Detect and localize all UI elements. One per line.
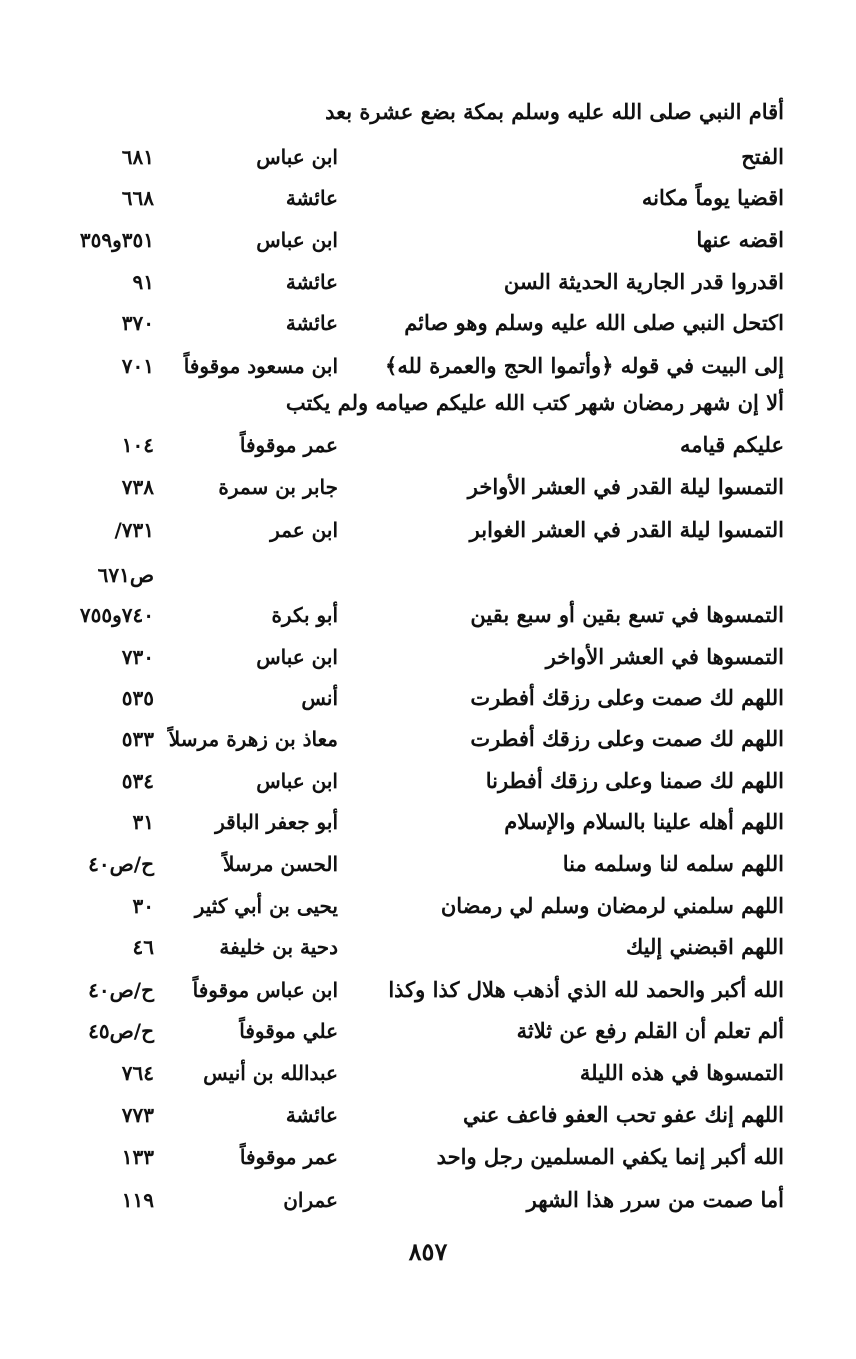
index-entry (0, 467, 856, 507)
entry-text: التمسوا ليلة القدر في العشر الغوابر (469, 517, 784, 542)
entry-text: أما صمت من سرر هذا الشهر (526, 1187, 784, 1212)
entry-narrator: جابر بن سمرة (218, 475, 338, 499)
entry-page-ref: ١٣٣ (121, 1145, 154, 1169)
entry-text: اقدروا قدر الجارية الحديثة السن (503, 269, 784, 294)
index-entry (0, 425, 856, 465)
entry-text: اقضه عنها (696, 227, 784, 252)
index-entry (0, 927, 856, 967)
index-entry (0, 802, 856, 842)
entry-narrator: الحسن مرسلاً (222, 852, 338, 876)
entry-narrator: عمران (283, 1188, 338, 1212)
page-number: ٨٥٧ (408, 1237, 448, 1266)
entry-text: التمسوها في تسع بقين أو سبع بقين (470, 602, 784, 627)
entry-page-ref: ح/ص٤٠ (88, 978, 154, 1002)
entry-narrator: معاذ بن زهرة مرسلاً (168, 727, 338, 751)
entry-text: اكتحل النبي صلى الله عليه وسلم وهو صائم (404, 310, 784, 335)
entry-text: ألم تعلم أن القلم رفع عن ثلاثة (516, 1018, 784, 1043)
entry-text: اللهم أهله علينا بالسلام والإسلام (504, 809, 784, 834)
entry-page-ref: ٣٠ (132, 894, 154, 918)
index-entry (0, 137, 856, 177)
entry-narrator: ابن عباس (256, 145, 338, 169)
index-entry (0, 1053, 856, 1093)
entry-page-ref: ح/ص٤٠ (88, 852, 154, 876)
entry-text: الله أكبر والحمد لله الذي أذهب هلال كذا وكذا (388, 977, 784, 1002)
entry-narrator: ابن عباس (256, 228, 338, 252)
index-entry (0, 1180, 856, 1220)
entry-narrator: أنس (301, 686, 338, 710)
entry-text: التمسوها في العشر الأواخر (545, 644, 784, 669)
index-entry (0, 178, 856, 218)
index-entry (0, 761, 856, 801)
entry-page-ref: ح/ص٤٥ (88, 1019, 154, 1043)
index-entry (0, 637, 856, 677)
entry-text: إلى البيت في قوله ﴿وأتموا الحج والعمرة لله﴾ (385, 353, 784, 378)
index-entry (0, 262, 856, 302)
entry-page-ref: ٧٣١/ (114, 518, 154, 542)
entry-page-ref: ٤٦ (132, 935, 154, 959)
entry-text: الله أكبر إنما يكفي المسلمين رجل واحد (436, 1144, 784, 1169)
index-entry (0, 510, 856, 550)
index-entry (0, 92, 856, 132)
entry-text: اللهم سلمني لرمضان وسلم لي رمضان (440, 893, 784, 918)
entry-narrator: يحيى بن أبي كثير (194, 894, 338, 918)
entry-page-ref: ٧٧٣ (121, 1103, 154, 1127)
entry-text: اللهم سلمه لنا وسلمه منا (562, 851, 784, 876)
entry-page-ref: ٣٧٠ (121, 311, 154, 335)
index-entry (0, 1011, 856, 1051)
entry-text: اقضيا يوماً مكانه (641, 185, 784, 210)
index-entry (0, 678, 856, 718)
entry-text: ألا إن شهر رمضان شهر كتب الله عليكم صيامه ولم يكتب (285, 390, 784, 415)
entry-narrator: علي موقوفاً (239, 1019, 338, 1043)
entry-narrator: عائشة (285, 186, 338, 210)
entry-page-ref: ٧٣٠ (121, 645, 154, 669)
entry-text: الفتح (741, 144, 784, 169)
entry-narrator: عمر موقوفاً (239, 433, 338, 457)
entry-narrator: دحية بن خليفة (219, 935, 338, 959)
entry-text: اللهم لك صمت وعلى رزقك أفطرت (470, 726, 784, 751)
entry-narrator: أبو بكرة (271, 603, 338, 627)
entry-page-ref: ٧٤٠و٧٥٥ (79, 603, 154, 627)
entry-page-ref: ٣١ (132, 810, 154, 834)
entry-narrator: عبدالله بن أنيس (203, 1061, 338, 1085)
entry-text: اللهم لك صمت وعلى رزقك أفطرت (470, 685, 784, 710)
entry-narrator: عائشة (285, 270, 338, 294)
entry-page-ref: ص٦٧١ (97, 563, 154, 587)
entry-text: اللهم إنك عفو تحب العفو فاعف عني (462, 1102, 784, 1127)
entry-text: التمسوا ليلة القدر في العشر الأواخر (467, 474, 784, 499)
entry-narrator: ابن عمر (270, 518, 338, 542)
index-entry (0, 1137, 856, 1177)
entry-page-ref: ٧٣٨ (121, 475, 154, 499)
index-entry (0, 555, 856, 595)
entry-narrator: ابن عباس موقوفاً (192, 978, 338, 1002)
index-entry (0, 346, 856, 386)
entry-page-ref: ٥٣٤ (121, 769, 154, 793)
entry-page-ref: ٧٦٤ (121, 1061, 154, 1085)
entry-page-ref: ١١٩ (121, 1188, 154, 1212)
entry-narrator: عائشة (285, 311, 338, 335)
entry-narrator: ابن عباس (256, 769, 338, 793)
index-entry (0, 844, 856, 884)
index-entry (0, 886, 856, 926)
entry-text: اللهم لك صمنا وعلى رزقك أفطرنا (485, 768, 784, 793)
entry-text: أقام النبي صلى الله عليه وسلم بمكة بضع عشرة بعد (325, 99, 784, 124)
entry-narrator: عائشة (285, 1103, 338, 1127)
index-entry (0, 970, 856, 1010)
entry-page-ref: ٥٣٣ (121, 727, 154, 751)
index-entry (0, 719, 856, 759)
entry-page-ref: ٩١ (132, 270, 154, 294)
entry-page-ref: ٣٥١و٣٥٩ (79, 228, 154, 252)
entry-page-ref: ٦٦٨ (121, 186, 154, 210)
entry-page-ref: ١٠٤ (121, 433, 154, 457)
index-entry (0, 1095, 856, 1135)
entry-text: عليكم قيامه (680, 432, 784, 457)
entry-page-ref: ٧٠١ (121, 354, 154, 378)
entry-narrator: أبو جعفر الباقر (215, 810, 338, 834)
entry-narrator: عمر موقوفاً (239, 1145, 338, 1169)
entry-text: اللهم اقبضني إليك (626, 934, 784, 959)
entry-text: التمسوها في هذه الليلة (579, 1060, 784, 1085)
index-entry (0, 383, 856, 423)
entry-page-ref: ٥٣٥ (121, 686, 154, 710)
index-entry (0, 595, 856, 635)
entry-narrator: ابن مسعود موقوفاً (183, 354, 338, 378)
entry-narrator: ابن عباس (256, 645, 338, 669)
index-entry (0, 303, 856, 343)
entry-page-ref: ٦٨١ (121, 145, 154, 169)
index-entry (0, 220, 856, 260)
